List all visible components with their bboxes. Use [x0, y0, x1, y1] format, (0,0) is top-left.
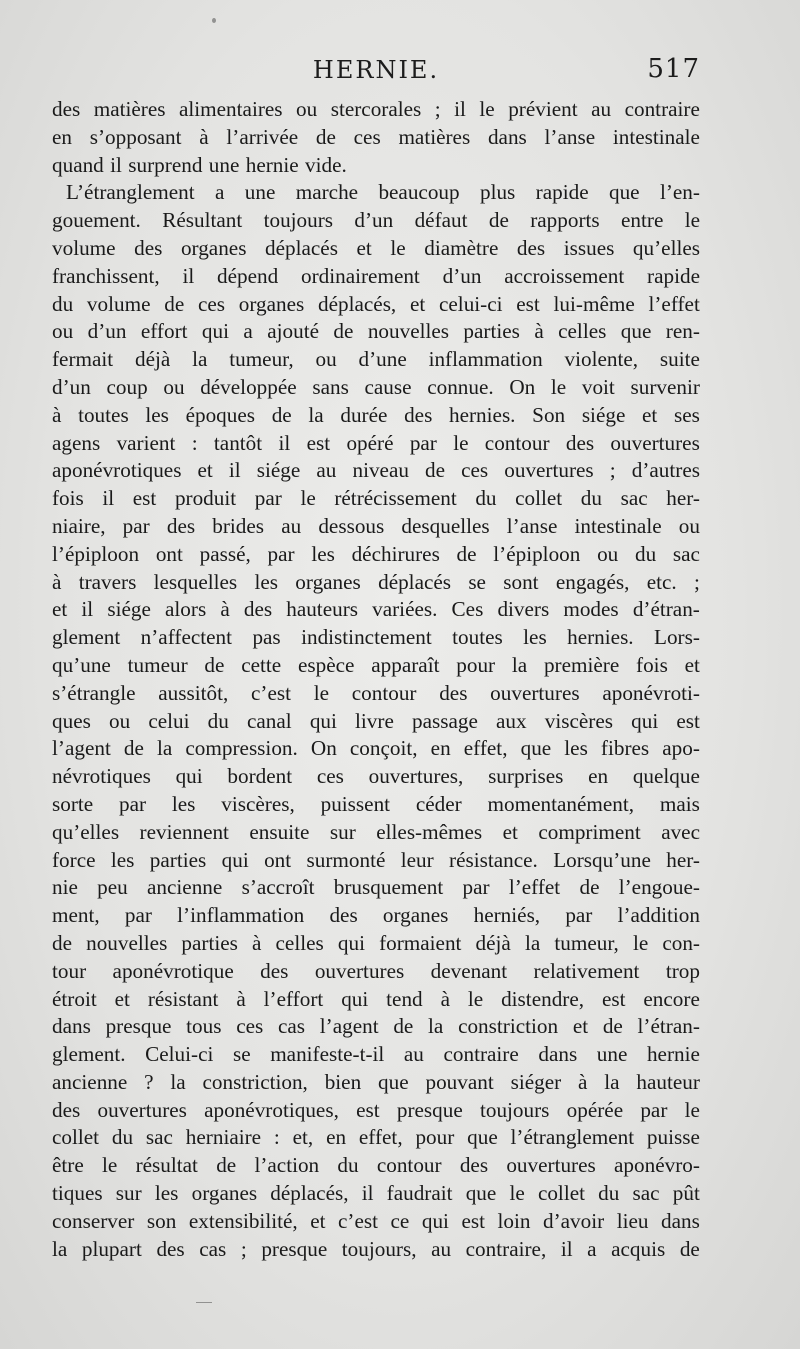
text-line: dans presque tous ces cas l’agent de la constriction et de l’étran-: [52, 1014, 700, 1039]
text-line: volume des organes déplacés et le diamètre des issues qu’elles: [52, 235, 700, 260]
text-line: des matières alimentaires ou stercorales ; il le prévient au contraire: [52, 97, 700, 121]
text-line: des ouvertures aponévrotiques, est presque toujours opérée par le: [52, 1097, 700, 1122]
text-line: L’étranglement a une marche beaucoup plus rapide que l’en-: [66, 180, 700, 205]
text-line: qu’elles reviennent ensuite sur elles-mêmes et compriment avec: [52, 819, 700, 844]
ink-speck: [212, 18, 216, 23]
text-line: glement n’affectent pas indistinctement toutes les hernies. Lors-: [52, 625, 700, 650]
page-header: [52, 52, 700, 92]
text-line: qu’une tumeur de cette espèce apparaît pour la première fois et: [52, 652, 700, 677]
text-line: s’étrangle aussitôt, c’est le contour des ouvertures aponévroti-: [52, 680, 700, 705]
text-line: ou d’un effort qui a ajouté de nouvelles parties à celles que ren-: [52, 319, 700, 344]
text-line: d’un coup ou développée sans cause connue. On le voit survenir: [52, 374, 700, 399]
text-line: étroit et résistant à l’effort qui tend à le distendre, est encore: [52, 986, 700, 1011]
text-line: nie peu ancienne s’accroît brusquement par l’effet de l’engoue-: [52, 875, 700, 900]
text-line: niaire, par des brides au dessous desquelles l’anse intestinale ou: [52, 513, 700, 538]
text-line: à travers lesquelles les organes déplacés se sont engagés, etc. ;: [52, 569, 700, 594]
text-line: ques ou celui du canal qui livre passage aux viscères qui est: [52, 708, 700, 733]
running-title: HERNIE.: [312, 56, 440, 84]
text-line: sorte par les viscères, puissent céder momentanément, mais: [52, 791, 700, 816]
text-line: de nouvelles parties à celles qui formaient déjà la tumeur, le con-: [52, 930, 700, 955]
text-line: du volume de ces organes déplacés, et celui-ci est lui-même l’effet: [52, 291, 700, 316]
text-line: l’agent de la compression. On conçoit, en effet, que les fibres apo-: [52, 736, 700, 761]
text-line: gouement. Résultant toujours d’un défaut de rapports entre le: [52, 208, 700, 233]
text-line: ment, par l’inflammation des organes herniés, par l’addition: [52, 903, 700, 928]
text-line: franchissent, il dépend ordinairement d’un accroissement rapide: [52, 263, 700, 288]
text-line: collet du sac herniaire : et, en effet, pour que l’étranglement puisse: [52, 1125, 700, 1150]
text-line: l’épiploon ont passé, par les déchirures de l’épiploon ou du sac: [52, 541, 700, 566]
body-text: [52, 96, 700, 1263]
text-line: aponévrotiques et il siége au niveau de ces ouvertures ; d’autres: [52, 458, 700, 483]
text-line: force les parties qui ont surmonté leur résistance. Lorsqu’une her-: [52, 847, 700, 872]
text-line: quand il surprend une hernie vide.: [52, 152, 347, 177]
text-line: la plupart des cas ; presque toujours, au contraire, il a acquis de: [52, 1236, 700, 1261]
text-line: et il siége alors à des hauteurs variées. Ces divers modes d’étran-: [52, 597, 700, 622]
text-line: tour aponévrotique des ouvertures devenant relativement trop: [52, 958, 700, 983]
text-line: en s’opposant à l’arrivée de ces matières dans l’anse intestinale: [52, 124, 700, 149]
text-line: fermait déjà la tumeur, ou d’une inflammation violente, suite: [52, 347, 700, 372]
text-line: tiques sur les organes déplacés, il faudrait que le collet du sac pût: [52, 1181, 700, 1206]
text-line: conserver son extensibilité, et c’est ce qui est loin d’avoir lieu dans: [52, 1208, 700, 1233]
text-line: être le résultat de l’action du contour des ouvertures aponévro-: [52, 1153, 700, 1178]
text-line: fois il est produit par le rétrécissement du collet du sac her-: [52, 486, 700, 511]
text-line: ancienne ? la constriction, bien que pouvant siéger à la hauteur: [52, 1069, 700, 1094]
text-line: névrotiques qui bordent ces ouvertures, surprises en quelque: [52, 764, 700, 789]
page-number: 517: [647, 54, 700, 84]
text-line: glement. Celui-ci se manifeste-t-il au contraire dans une hernie: [52, 1042, 700, 1067]
text-line: à toutes les époques de la durée des hernies. Son siége et ses: [52, 402, 700, 427]
ink-speck: [196, 1302, 212, 1303]
text-line: agens varient : tantôt il est opéré par le contour des ouvertures: [52, 430, 700, 455]
